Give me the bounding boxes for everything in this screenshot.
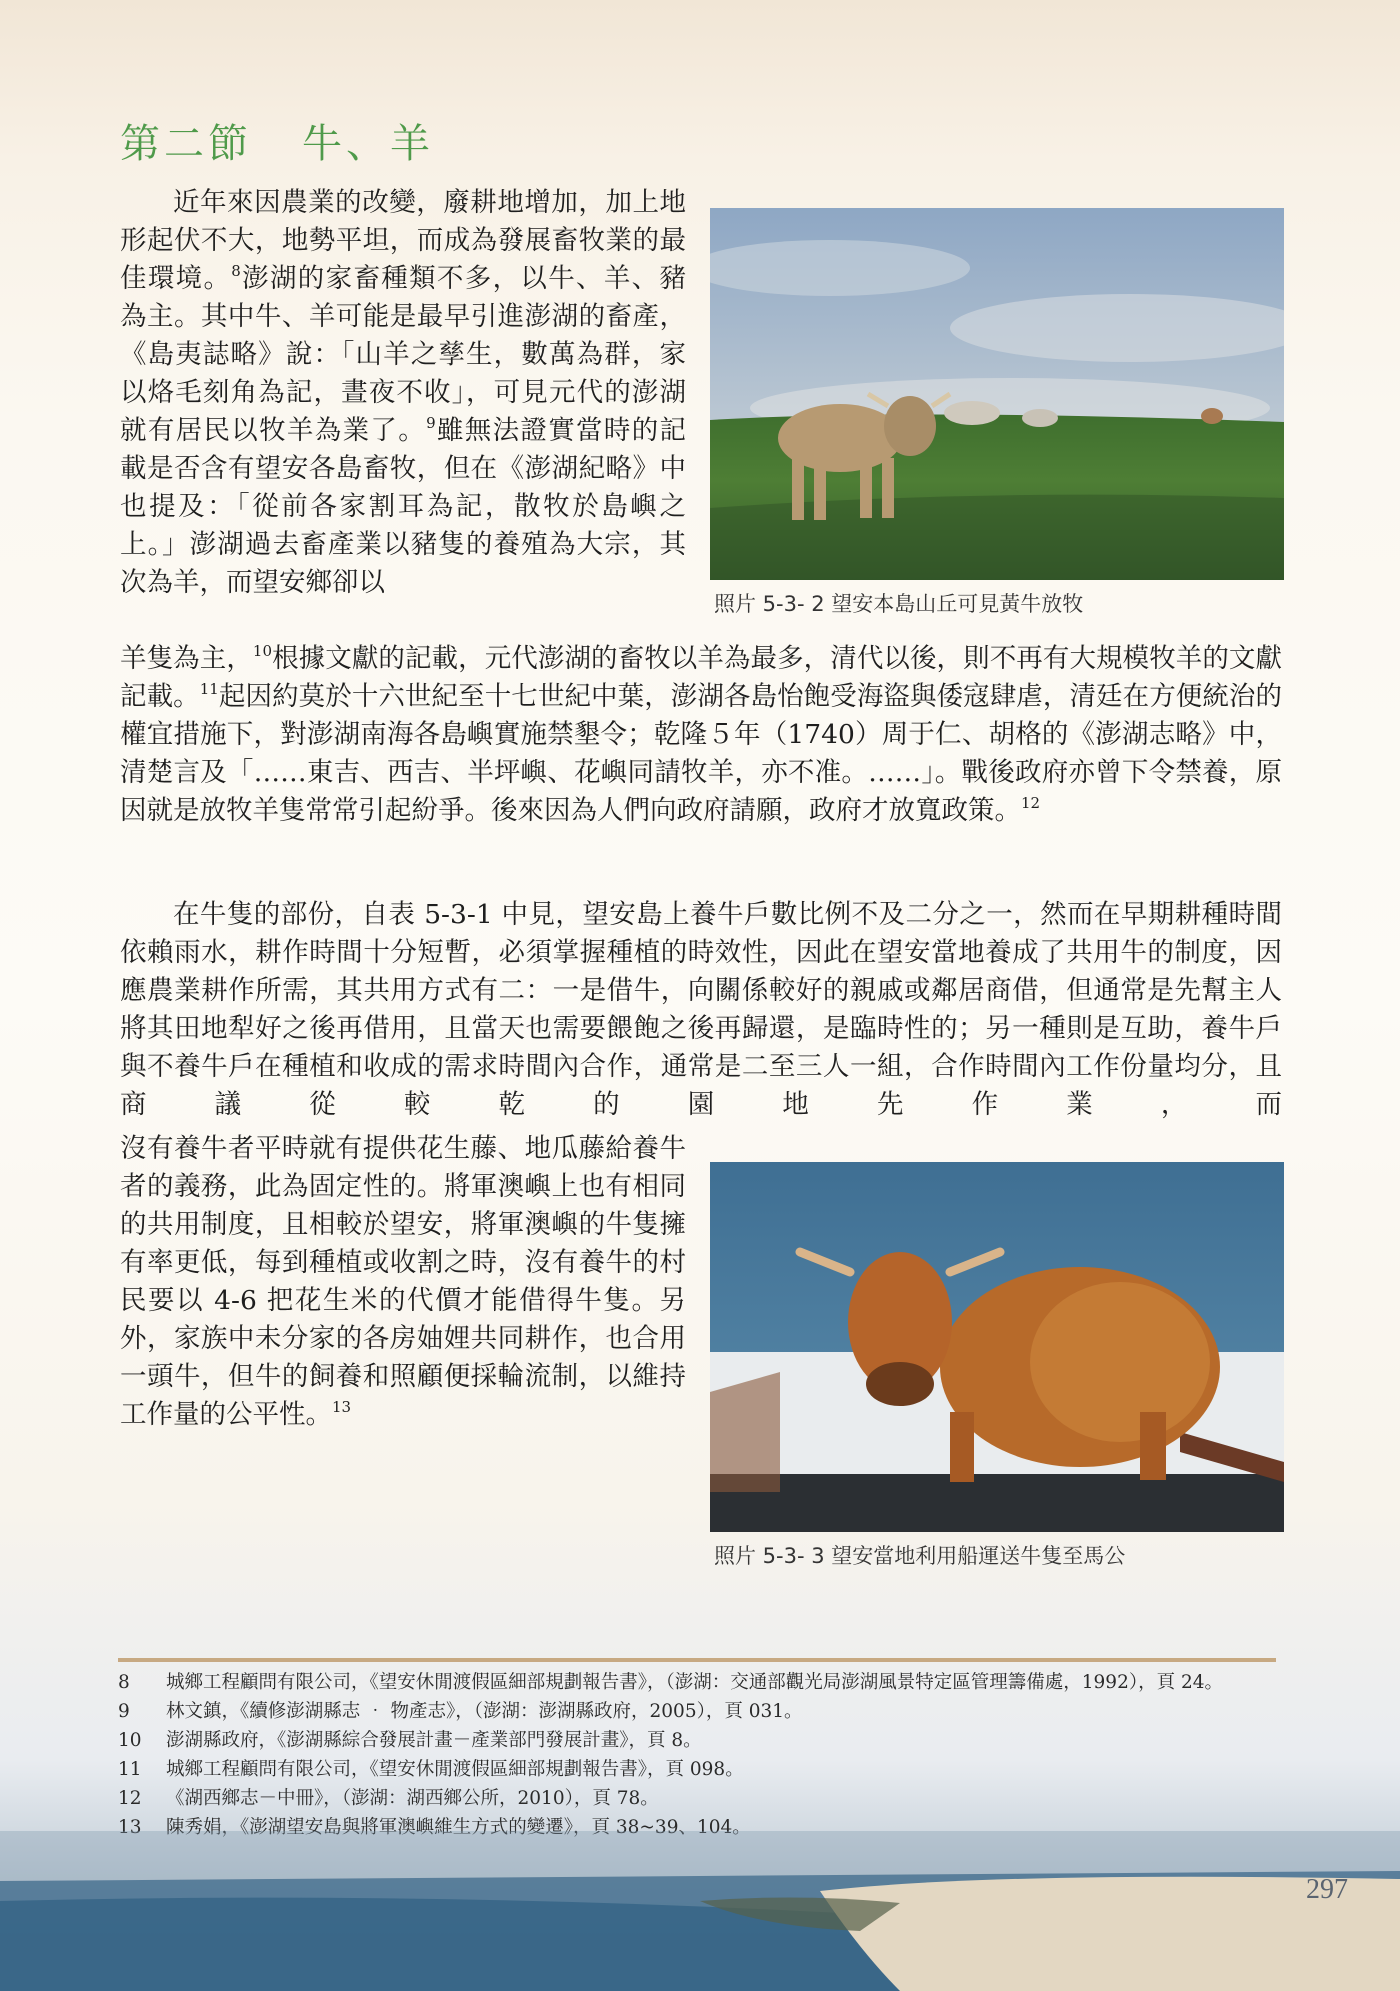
footnote-ref-10: 10 xyxy=(252,642,272,660)
footnote-number: 13 xyxy=(118,1817,142,1838)
footnote-text: 《湖西鄉志－中冊》，（澎湖：湖西鄉公所，2010），頁 78。 xyxy=(166,1788,659,1809)
footnote-text: 澎湖縣政府，《澎湖縣綜合發展計畫－產業部門發展計畫》，頁 8。 xyxy=(166,1730,702,1751)
paragraph-1-narrow xyxy=(120,184,686,602)
footnote-text: 城鄉工程顧問有限公司，《望安休閒渡假區細部規劃報告書》，頁 098。 xyxy=(166,1759,744,1780)
footnote-text: 城鄉工程顧問有限公司，《望安休閒渡假區細部規劃報告書》，（澎湖：交通部觀光局澎湖風景特定區管理籌備處，1992），頁 24。 xyxy=(166,1672,1224,1693)
hill-cattle-image xyxy=(710,208,1284,580)
section-title xyxy=(120,112,434,169)
footnote-number: 9 xyxy=(118,1701,130,1722)
coastline-decoration xyxy=(0,1831,1400,1991)
footnote-ref-11: 11 xyxy=(199,680,219,698)
paragraph-1-full xyxy=(120,640,1282,830)
footnote-text: 陳秀娟，《澎湖望安島與將軍澳嶼維生方式的變遷》，頁 38~39、104。 xyxy=(166,1817,751,1838)
page-number: 297 xyxy=(1306,1874,1348,1905)
footnote-ref-13: 13 xyxy=(332,1398,352,1416)
footnote-number: 12 xyxy=(118,1788,142,1809)
para2-text-a: 在牛隻的部份，自表 5-3-1 中見，望安島上養牛戶數比例不及二分之一，然而在早期耕種時間依賴雨水，耕作時間十分短暫，必須掌握種植的時效性，因此在望安當地養成了共用牛的制度，因應農業耕作所需，其共用方式有二：一是借牛，向關係較好的親戚或鄰居商借，但通常是先幫主人將其田地犁好之後再借用，且當天也需要餵飽之後再歸還，是臨時性的；另一種則是互助，養牛戶與不養牛戶在種植和收成的需求時間內合作，通常是二至三人一組，合作時間內工作份量均分，且商議從較乾的園地先作業，而 xyxy=(120,899,1282,1120)
footnote-number: 10 xyxy=(118,1730,142,1751)
footnote-ref-12: 12 xyxy=(1021,794,1041,812)
footnote-number: 8 xyxy=(118,1672,130,1693)
footnote-number: 11 xyxy=(118,1759,142,1780)
paragraph-2-narrow xyxy=(120,1130,686,1434)
footnote-item xyxy=(118,1697,1278,1726)
photo-cattle-on-hill xyxy=(710,208,1284,580)
section-topic: 牛、羊 xyxy=(302,121,434,167)
footnote-item xyxy=(118,1784,1278,1813)
para1-text-b: 澎湖的家畜種類不多，以牛、羊、豬為主。其中牛、羊可能是最早引進澎湖的畜產，《島夷誌略》說：「山羊之孳生，數萬為群，家以烙毛刻角為記，晝夜不收」，可見元代的澎湖就有居民以牧羊為業了。 xyxy=(120,263,687,446)
footnote-text: 林文鎮，《續修澎湖縣志 ‧ 物產志》，（澎湖：澎湖縣政府，2005），頁 031。 xyxy=(166,1701,803,1722)
footnote-item xyxy=(118,1668,1278,1697)
photo-2-caption: 照片 5-3- 3 望安當地利用船運送牛隻至馬公 xyxy=(714,1544,1126,1568)
photo-cow-on-boat xyxy=(710,1162,1284,1532)
footnote-ref-9: 9 xyxy=(426,414,436,432)
para1-text-d: 羊隻為主， xyxy=(120,643,253,674)
para1-text-e: 根據文獻的記載，元代澎湖的畜牧以羊為最多，清代以後，則不再有大規模牧羊的文獻記載。 xyxy=(120,643,1283,712)
para1-text-f: 起因約莫於十六世紀至十七世紀中葉，澎湖各島怡飽受海盜與倭寇肆虐，清廷在方便統治的權宜措施下，對澎湖南海各島嶼實施禁墾令；乾隆５年（1740）周于仁、胡格的《澎湖志略》中，清楚言及「……東吉、西吉、半坪嶼、花嶼同請牧羊，亦不准。……」。戰後政府亦曾下令禁養，原因就是放牧羊隻常常引起紛爭。後來因為人們向政府請願，政府才放寬政策。 xyxy=(120,681,1283,826)
footnote-item xyxy=(118,1755,1278,1784)
para1-text-c: 雖無法證實當時的記載是否含有望安各島畜牧，但在《澎湖紀略》中也提及：「從前各家割耳為記，散牧於島嶼之上。」澎湖過去畜產業以豬隻的養殖為大宗，其次為羊，而望安鄉卻以 xyxy=(120,415,687,598)
footnote-divider xyxy=(118,1658,1276,1662)
para1-text-a: 近年來因農業的改變，廢耕地增加，加上地形起伏不大，地勢平坦，而成為發展畜牧業的最佳環境。 xyxy=(120,187,686,294)
section-number: 第二節 xyxy=(120,121,252,167)
footnote-ref-8: 8 xyxy=(231,262,241,280)
photo-1-caption: 照片 5-3- 2 望安本島山丘可見黃牛放牧 xyxy=(714,592,1084,616)
para2-text-b: 沒有養牛者平時就有提供花生藤、地瓜藤給養牛者的義務，此為固定性的。將軍澳嶼上也有相同的共用制度，且相較於望安，將軍澳嶼的牛隻擁有率更低，每到種植或收割之時，沒有養牛的村民要以 4-6 把花生米的代價才能借得牛隻。另外，家族中未分家的各房妯娌共同耕作，也合用一頭牛，但牛的飼養和照顧便採輪流制，以維持工作量的公平性。 xyxy=(120,1133,686,1430)
paragraph-2-full xyxy=(120,896,1282,1124)
footnote-item xyxy=(118,1726,1278,1755)
boat-cow-image xyxy=(710,1162,1284,1532)
footnote-list xyxy=(118,1668,1278,1842)
